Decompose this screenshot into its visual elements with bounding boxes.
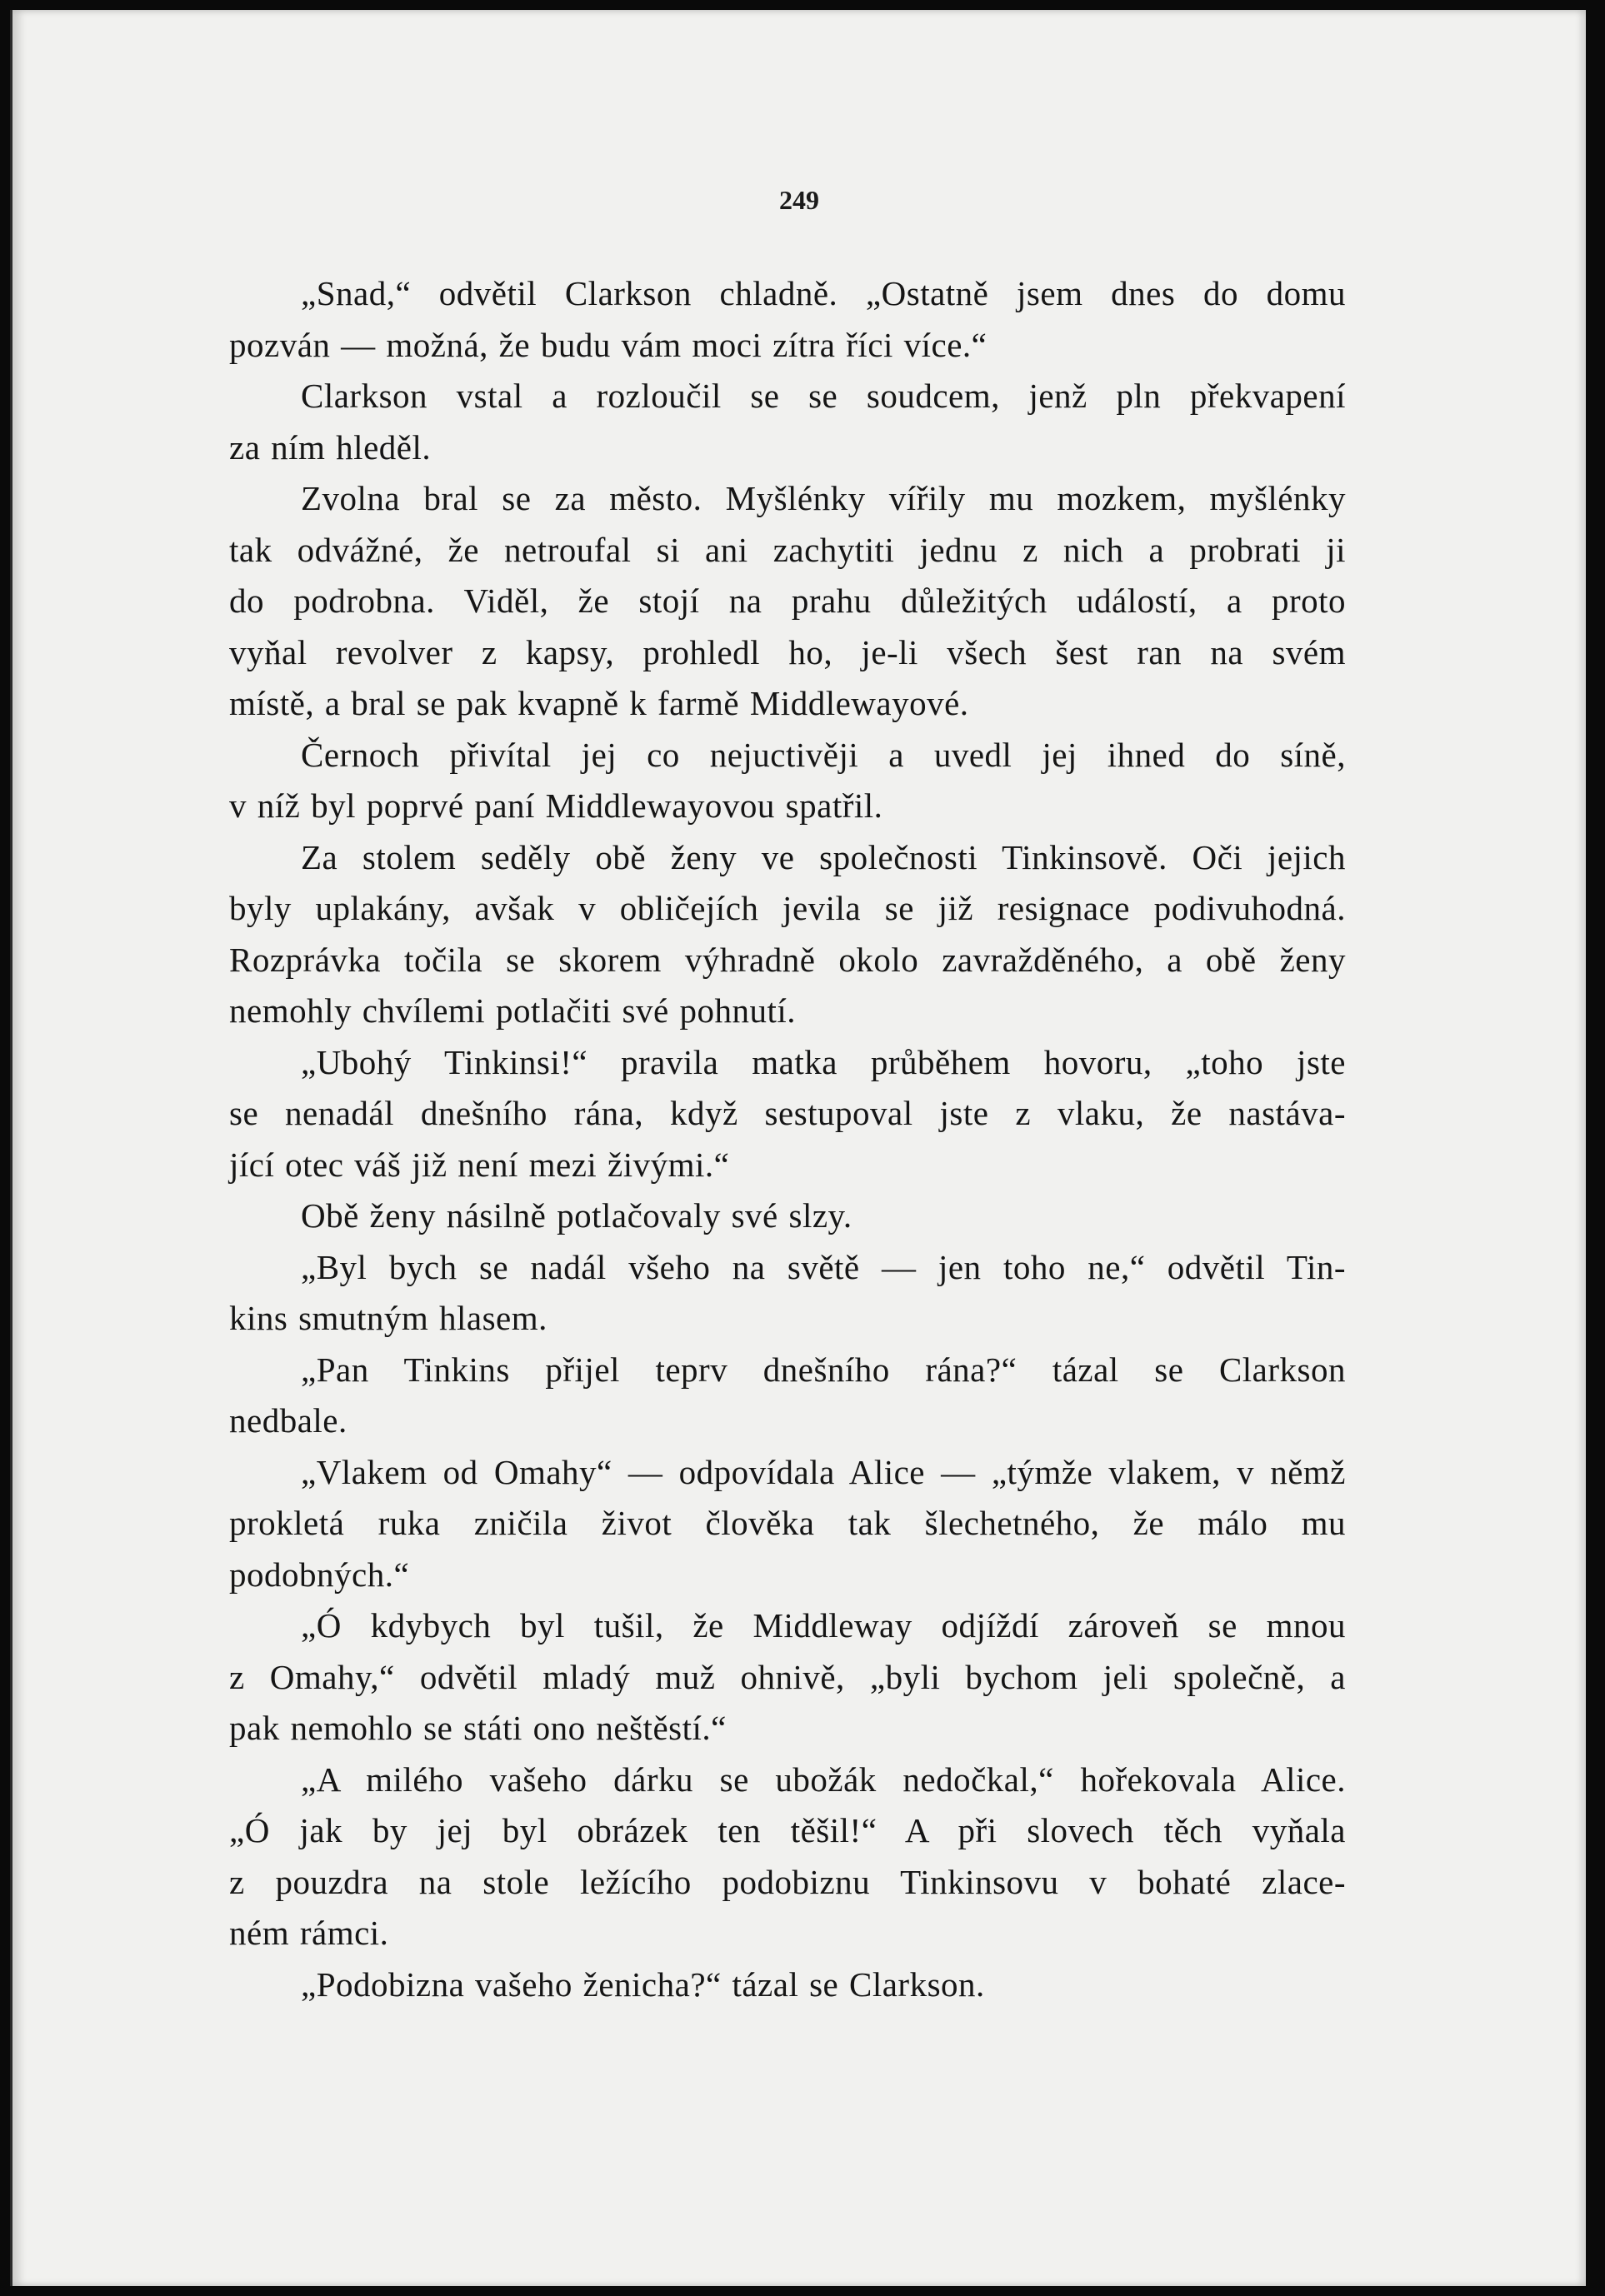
text-line: nemohly chvílemi potlačiti své pohnutí. — [229, 991, 796, 1030]
text-line: za ním hleděl. — [229, 427, 432, 467]
body-text — [229, 268, 1346, 2010]
page-number: 249 — [779, 185, 819, 215]
text-line: v níž byl poprvé paní Middlewayovou spatřil. — [229, 786, 883, 825]
text-line: místě, a bral se pak kvapně k farmě Middlewayové. — [229, 684, 969, 722]
text-line: Clarkson vstal a rozloučil se se soudcem, jenž pln překvapení — [301, 377, 1346, 415]
text-line: tak odvážné, že netroufal si ani zachytiti jednu z nich a probrati ji — [229, 530, 1346, 569]
text-line: „Ubohý Tinkinsi!“ pravila matka průběhem hovoru, „toho jste — [301, 1042, 1346, 1081]
text-line: „Podobizna vašeho ženicha?“ tázal se Clarkson. — [301, 1964, 985, 2004]
text-line: Obě ženy násilně potlačovaly své slzy. — [301, 1196, 852, 1235]
text-line: Zvolna bral se za město. Myšlénky vířily mu mozkem, myšlénky — [301, 479, 1346, 517]
text-line: „Pan Tinkins přijel teprv dnešního rána?“ tázal se Clarkson — [301, 1350, 1346, 1389]
text-line: Rozprávka točila se skorem výhradně okolo zavražděného, a obě ženy — [229, 940, 1346, 979]
text-line: prokletá ruka zničila život člověka tak šlechetného, že málo mu — [229, 1504, 1346, 1542]
text-line: vyňal revolver z kapsy, prohledl ho, je-li všech šest ran na svém — [229, 632, 1346, 671]
text-line: „Byl bych se nadál všeho na světě — jen toho ne,“ odvětil Tin- — [301, 1247, 1346, 1286]
text-line: byly uplakány, avšak v obličejích jevila se již resignace podivuhodná. — [229, 889, 1346, 927]
text-line: Černoch přivítal jej co nejuctivěji a uvedl jej ihned do síně, — [301, 735, 1346, 774]
text-line: „A milého vašeho dárku se ubožák nedočkal,“ hořekovala Alice. — [301, 1759, 1346, 1799]
text-line: podobných.“ — [229, 1555, 410, 1594]
text-line: kins smutným hlasem. — [229, 1299, 548, 1337]
text-line: „Vlakem od Omahy“ — odpovídala Alice — „týmže vlakem, v němž — [301, 1452, 1346, 1491]
text-line: „Snad,“ odvětil Clarkson chladně. „Ostatně jsem dnes do domu — [301, 274, 1346, 312]
text-line: pak nemohlo se státi ono neštěstí.“ — [229, 1709, 727, 1747]
book-page — [10, 10, 1586, 2286]
text-line: „Ó kdybych byl tušil, že Middleway odjíždí zároveň se mnou — [301, 1606, 1346, 1645]
text-line: pozván — možná, že budu vám moci zítra říci více.“ — [229, 325, 988, 364]
text-line: Za stolem seděly obě ženy ve společnosti Tinkinsově. Oči jejich — [301, 837, 1346, 876]
text-line: jící otec váš již není mezi živými.“ — [229, 1145, 730, 1184]
text-line: nedbale. — [229, 1401, 348, 1440]
text-line: do podrobna. Viděl, že stojí na prahu důležitých událostí, a proto — [229, 581, 1346, 620]
text-line: z pouzdra na stole ležícího podobiznu Tinkinsovu v bohaté zlace- — [229, 1862, 1346, 1901]
text-line: z Omahy,“ odvětil mladý muž ohnivě, „byli bychom jeli společně, a — [229, 1657, 1346, 1696]
text-line: ném rámci. — [229, 1914, 389, 1952]
text-line: „Ó jak by jej byl obrázek ten těšil!“ A při slovech těch vyňala — [229, 1811, 1346, 1849]
text-line: se nenadál dnešního rána, když sestupoval jste z vlaku, že nastáva- — [229, 1094, 1346, 1132]
